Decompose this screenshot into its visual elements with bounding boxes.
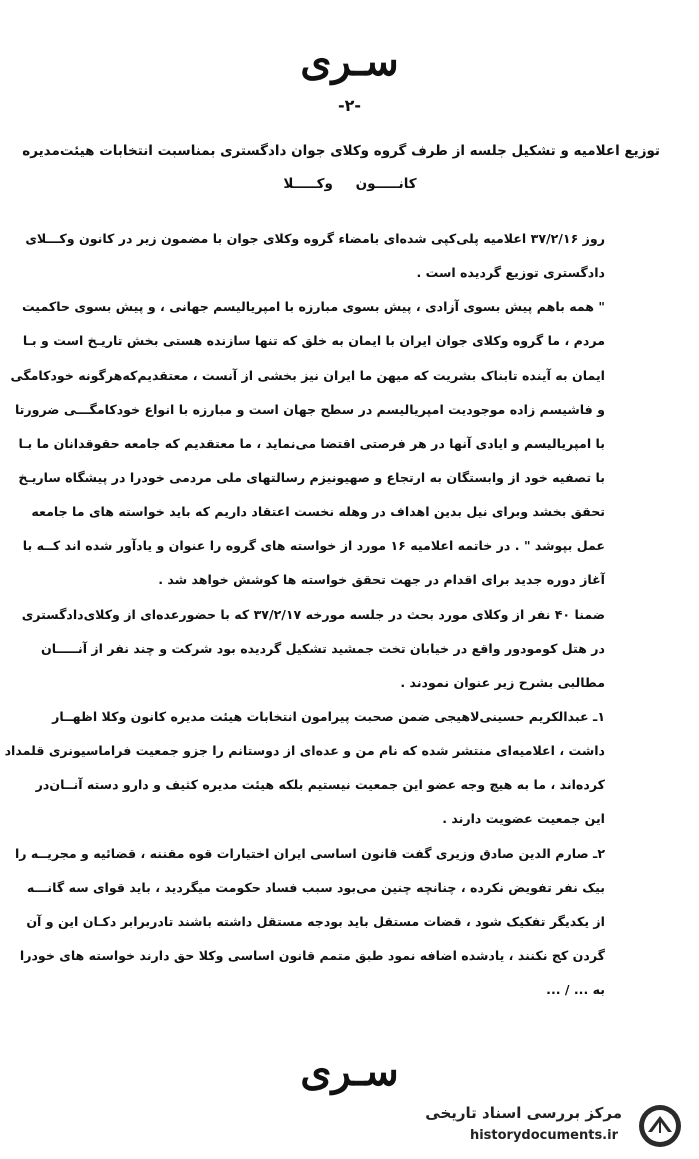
body-line: تحقق بخشد وبرای نیل بدین اهداف در وهله نخست اعتقاد داریم که باید خواسته های ما جامعه <box>31 504 605 520</box>
body-line: عمل بپوشد " . در خاتمه اعلامیه ۱۶ مورد از خواسته های گروه را عنوان و یادآور شده اند کــه با <box>22 538 605 554</box>
body-line-continuation: به‌ ... / ... <box>546 982 605 998</box>
document-title-continued: کانـــــون وکـــــلا <box>283 176 417 192</box>
body-line: کرده‌اند ، ما به هیچ وجه عضو این جمعیت نیستیم بلکه هیئت مدیره کثیف و دارو دسته آنــان‌در <box>35 777 605 793</box>
book-emblem-icon <box>636 1102 684 1150</box>
body-line: مطالبی بشرح زیر عنوان نمودند . <box>400 674 605 690</box>
body-line: در هتل کومودور واقع در خیابان تخت جمشید تشکیل گردیده بود شرکت و چند نفر از آنـــــان <box>40 640 605 656</box>
footer-classification-mark: سـرى <box>300 1048 399 1095</box>
archive-name: مرکز بررسی اسناد تاریخی <box>425 1104 622 1122</box>
body-line: دادگستری توزیع گردیده است . <box>416 265 605 281</box>
document-body <box>4 222 605 1007</box>
body-line: ۲ـ صارم الدین صادق وزیری گفت قانون اساسی ایران اختیارات قوه مقننه ، قضائیه و مجریــه را <box>14 845 605 861</box>
body-line: با تصفیه خود از وابستگان به ارتجاع و صهیونیزم رسالتهای ملی مردمی خودرا در پیشگاه ساریـخ <box>18 469 605 485</box>
archive-website: historydocuments.ir <box>469 1128 618 1143</box>
body-line: از یکدیگر تفکیک شود ، قضات مستقل باید بودجه مستقل داشته باشند تادربرابر دکـان این و آن <box>26 913 605 929</box>
body-line: و فاشیسم زاده موجودیت امپریالیسم در سطح جهان است و مبارزه با انواع خودکامگـــی ضرورتا <box>14 401 605 417</box>
body-line: این جمعیت عضویت دارند . <box>442 811 605 827</box>
body-line: ضمنا ۴۰ نفر از وکلای مورد بحث در جلسه مورخه ۳۷/۲/۱۷ که با حضورعده‌ای از وکلای‌دادگستری <box>21 606 605 622</box>
document-title: توزیع اعلامیه و تشکیل جلسه از طرف گروه وکلای جوان دادگستری بمناسبت انتخابات هیئت‌مدیره <box>22 143 660 159</box>
body-line: " همه باهم پیش بسوی آزادی ، پیش بسوی مبارزه با امپریالیسم جهانی ، و پیش بسوی حاکمیت <box>21 299 605 315</box>
body-line: روز ۳۷/۲/۱۶ اعلامیه پلی‌کپی شده‌ای بامضاء گروه وکلای جوان با مضمون زیر در کانون وکـــلای <box>25 231 605 246</box>
body-line: ۱ـ عبدالکریم حسینی‌لاهیجی ضمن صحبت پیرامون انتخابات هیئت مدیره کانون وکلا اظهــار <box>52 708 605 724</box>
body-line: آغاز دوره جدید برای اقدام در جهت تحقق خواسته ها کوشش خواهد شد . <box>158 572 605 588</box>
body-line: بیک نفر تفویض نکرده ، چنانچه چنین می‌بود سبب فساد حکومت میگردید ، باید قوای سه گانـــه <box>26 879 605 895</box>
body-line: داشت ، اعلامیه‌ای منتشر شده که نام من و عده‌ای از دوستانم را جزو جمعیت فراماسیونری قلمداد <box>4 743 605 759</box>
header-classification-mark: سـرى <box>300 38 399 85</box>
body-line: با امپریالیسم و ایادی آنها در هر فرصتی اقتضا می‌نماید ، ما معتقدیم که جامعه حقوقدانان ما بـا <box>18 435 605 451</box>
page-number: -۲- <box>337 96 362 115</box>
body-line: ایمان به آینده تابناک بشریت که میهن ما ایران نیز بخشی از آنست ، معتقدیم‌که‌هرگونه خودکامگی <box>10 367 605 383</box>
body-line: گردن کج نکنند ، یادشده اضافه نمود طبق متمم قانون اساسی وکلا حق دارند خواسته های خودرا <box>19 947 605 963</box>
body-line: مردم ، ما گروه وکلای جوان ایران با ایمان به خلق که تنها سازنده هستی بخش تاریـخ است و بـا <box>22 333 605 349</box>
archive-watermark <box>420 1100 690 1154</box>
